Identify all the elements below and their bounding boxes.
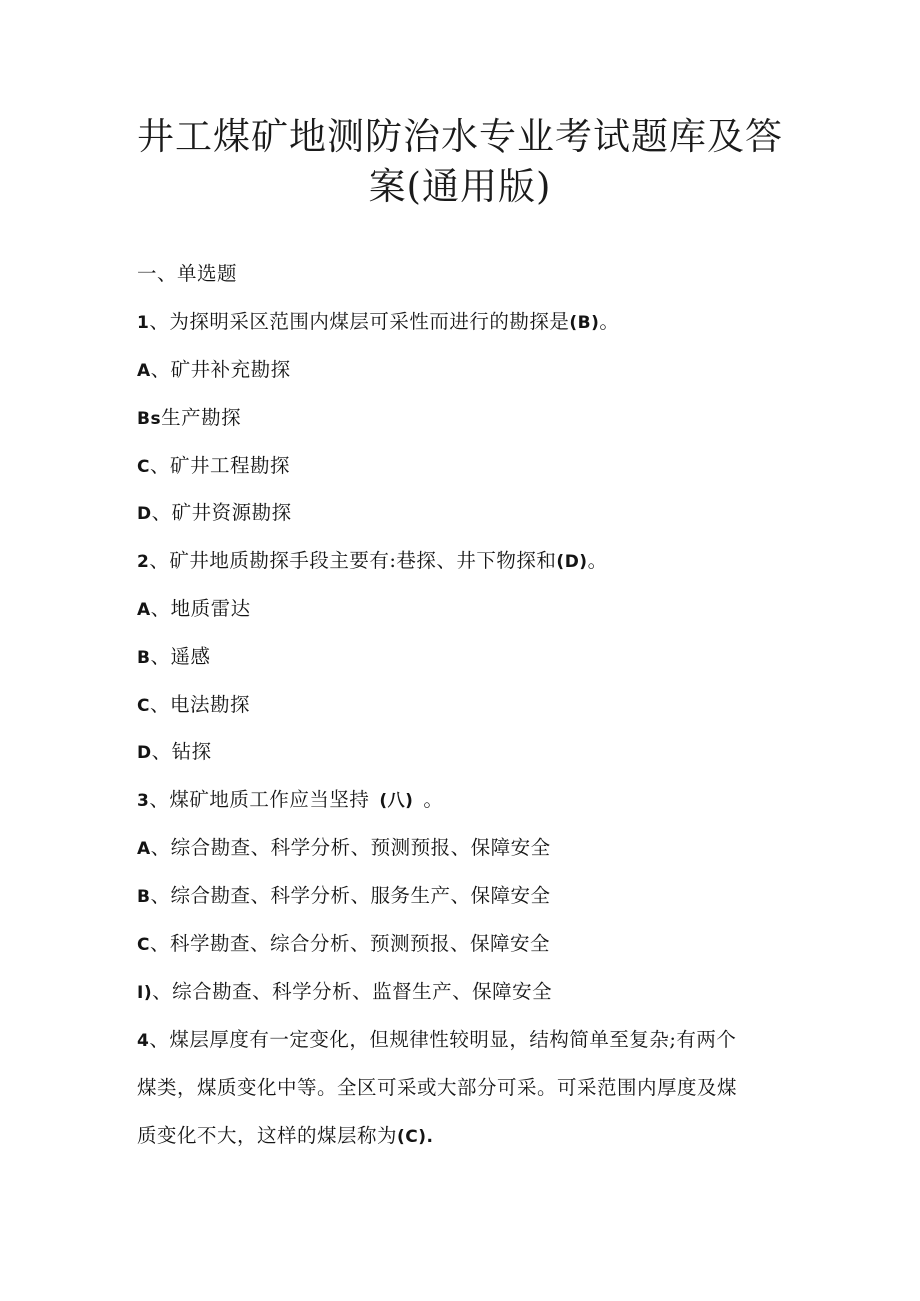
option-a — [137, 354, 291, 382]
question-answer: (C). — [397, 1127, 434, 1147]
option-text: 、矿井资源勘探 — [151, 501, 292, 524]
option-d — [137, 736, 212, 764]
option-b — [137, 402, 241, 430]
option-key: C — [137, 696, 150, 716]
option-text: 、矿井工程勘探 — [149, 454, 290, 477]
option-text: 、综合勘查、科学分析、预测预报、保障安全 — [150, 836, 551, 859]
option-c — [137, 928, 550, 956]
option-key: I) — [137, 983, 153, 1003]
option-key: B — [137, 887, 151, 907]
option-text: 、综合勘查、科学分析、服务生产、保障安全 — [150, 884, 551, 907]
option-key: D — [137, 743, 152, 763]
option-b — [137, 880, 550, 908]
question-1 — [137, 306, 619, 334]
question-number: 4 — [137, 1031, 150, 1051]
option-key: C — [137, 457, 150, 477]
option-key: C — [137, 935, 150, 955]
option-a — [137, 832, 551, 860]
option-text: 、科学勘查、综合分析、预测预报、保障安全 — [149, 932, 550, 955]
section-heading: 一、单选题 — [137, 262, 238, 285]
document-title-line-2: 案(通用版) — [368, 165, 552, 208]
question-end: 。 — [587, 549, 608, 572]
option-text: 、钻探 — [151, 740, 212, 763]
question-stem: 、煤层厚度有一定变化，但规律性较明显，结构简单至复杂;有两个 — [149, 1028, 737, 1051]
option-key: D — [137, 504, 152, 524]
question-number: 1 — [137, 313, 150, 333]
option-key: A — [137, 600, 151, 620]
question-3 — [137, 784, 443, 812]
option-text: 、遥感 — [150, 645, 211, 668]
question-4-line-1 — [137, 1024, 736, 1052]
question-4-line-2: 煤类，煤质变化中等。全区可采或大部分可采。可采范围内厚度及煤 — [137, 1076, 738, 1099]
option-text: 、电法勘探 — [149, 693, 250, 716]
question-stem: 质变化不大，这样的煤层称为 — [137, 1124, 398, 1147]
question-2 — [137, 545, 608, 573]
option-c — [137, 450, 290, 478]
option-b — [137, 641, 210, 669]
question-stem: 、为探明采区范围内煤层可采性而进行的勘探是 — [149, 310, 570, 333]
option-d — [137, 497, 292, 525]
question-end: 。 — [599, 310, 620, 333]
question-answer: (八) — [379, 791, 414, 811]
option-key: Bs — [137, 409, 162, 429]
option-text: 、综合勘查、科学分析、监督生产、保障安全 — [152, 980, 553, 1003]
option-text: 、矿井补充勘探 — [150, 358, 291, 381]
question-stem: 、矿井地质勘探手段主要有:巷探、井下物探和 — [149, 549, 557, 572]
option-key: A — [137, 839, 151, 859]
option-a — [137, 593, 251, 621]
question-stem: 、煤矿地质工作应当坚持 — [149, 788, 370, 811]
question-number: 2 — [137, 552, 150, 572]
option-key: A — [137, 361, 151, 381]
option-text: 、地质雷达 — [150, 597, 251, 620]
question-4-line-3 — [137, 1120, 434, 1148]
question-number: 3 — [137, 791, 150, 811]
option-text: 生产勘探 — [161, 406, 242, 429]
question-answer: (B) — [569, 313, 600, 333]
option-c — [137, 689, 250, 717]
question-answer: (D) — [556, 552, 588, 572]
question-end: 。 — [423, 788, 444, 811]
option-key: B — [137, 648, 151, 668]
document-title-line-1: 井工煤矿地测防治水专业考试题库及答 — [137, 115, 783, 158]
option-d — [137, 976, 552, 1004]
